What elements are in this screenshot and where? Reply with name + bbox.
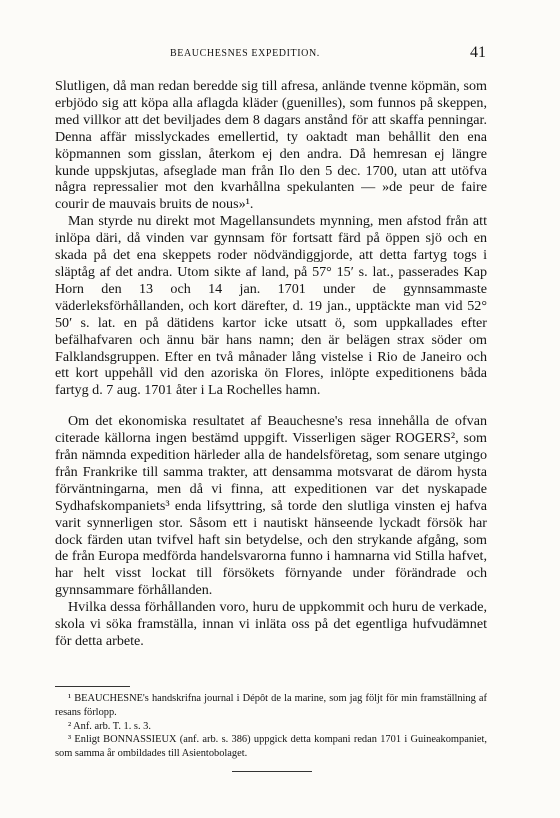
page-number: 41 — [470, 44, 486, 61]
paragraph: Man styrde nu direkt mot Magellansundets mynning, men afstod från att inlöpa däri, då vinden var gynnsam för fortsatt färd på öppen sjö och en skada på det ena skeppets roder nödvändiggjorde, att detta fartyg togs i släptåg af det andra. Utom sikte af land, på 57° 15′ s. lat., passerades Kap Horn den 13 och 14 jan. 1701 under de gynnsammaste väderleksförhållanden, och kort därefter, d. 19 jan., upptäckte man vid 52° 50′ s. lat. en på dätidens kartor icke utsatt ö, som uppkallades efter befälhafvaren och ännu bär hans namn; den är belägen strax söder om Falklandsgruppen. Efter en två månader lång vistelse i Rio de Janeiro och ett kort uppehåll vid den azoriska ön Flores, inlöpte expeditionens båda fartyg d. 7 aug. 1701 åter i La Rochelles hamn. — [55, 213, 487, 399]
paragraph: Hvilka dessa förhållanden voro, huru de uppkommit och huru de verkade, skola vi söka framställa, innan vi inläta oss på det egentliga hufvudämnet för detta arbete. — [55, 599, 487, 649]
footnote: ¹ BEAUCHESNE's handskrifna journal i Dépôt de la marine, som jag följt för min framställning af resans förlopp. — [55, 693, 487, 718]
paragraph: Slutligen, då man redan beredde sig till afresa, anlände tvenne köpmän, som erbjödo sig att köpa alla aflagda kläder (guenilles), som funnos på skeppen, med villkor att det beviljades dem 8 dagars anstånd för att skaffa penningar. Denna affär misslyckades emellertid, ty oaktadt man behållit den ena köpmannen som gisslan, återkom ej den andra. Då hemresan ej längre kunde uppskjutas, afseglade man från Ilo den 5 dec. 1700, utan att utöfva några repressalier mot den kvarhållna spekulanten — »de peur de faire courir de mauvais bruits de nous»¹. — [55, 78, 487, 213]
footnote: ³ Enligt BONNASSIEUX (anf. arb. s. 386) uppgick detta kompani redan 1701 i Guineakompaniet, som samma år ombildades till Asientobolaget. — [55, 734, 487, 760]
body-text — [55, 78, 487, 650]
footnote: ² Anf. arb. T. 1. s. 3. — [68, 720, 151, 732]
footnotes — [55, 692, 487, 761]
end-divider — [232, 771, 312, 772]
footnote-divider — [55, 686, 130, 687]
paragraph: Om det ekonomiska resultatet af Beauchesne's resa innehålla de ofvan citerade källorna ingen bestämd uppgift. Visserligen säger ROGERS², som från nämnda expedition härleder alla de handelsföretag, som senare utgingo från Frankrike till samma trakter, att densamma motsvarat de därom hysta förväntningarna, men då vi finna, att expeditionen var det nyskapade Sydhafskompaniets³ enda lifsyttring, så torde den slutliga vinsten ej hafva varit synnerligen stor. Såsom ett i nautiskt hänseende lyckadt försök har dock färden utan tvifvel haft sin betydelse, och den strykande afgång, som de från Europa medförda handelsvarorna funno i hamnarna vid Stilla hafvet, har helt visst lockat till försökets förnyande under förändrade och gynnsammare förhållanden. — [55, 413, 487, 599]
running-title: BEAUCHESNES EXPEDITION. — [170, 48, 320, 59]
